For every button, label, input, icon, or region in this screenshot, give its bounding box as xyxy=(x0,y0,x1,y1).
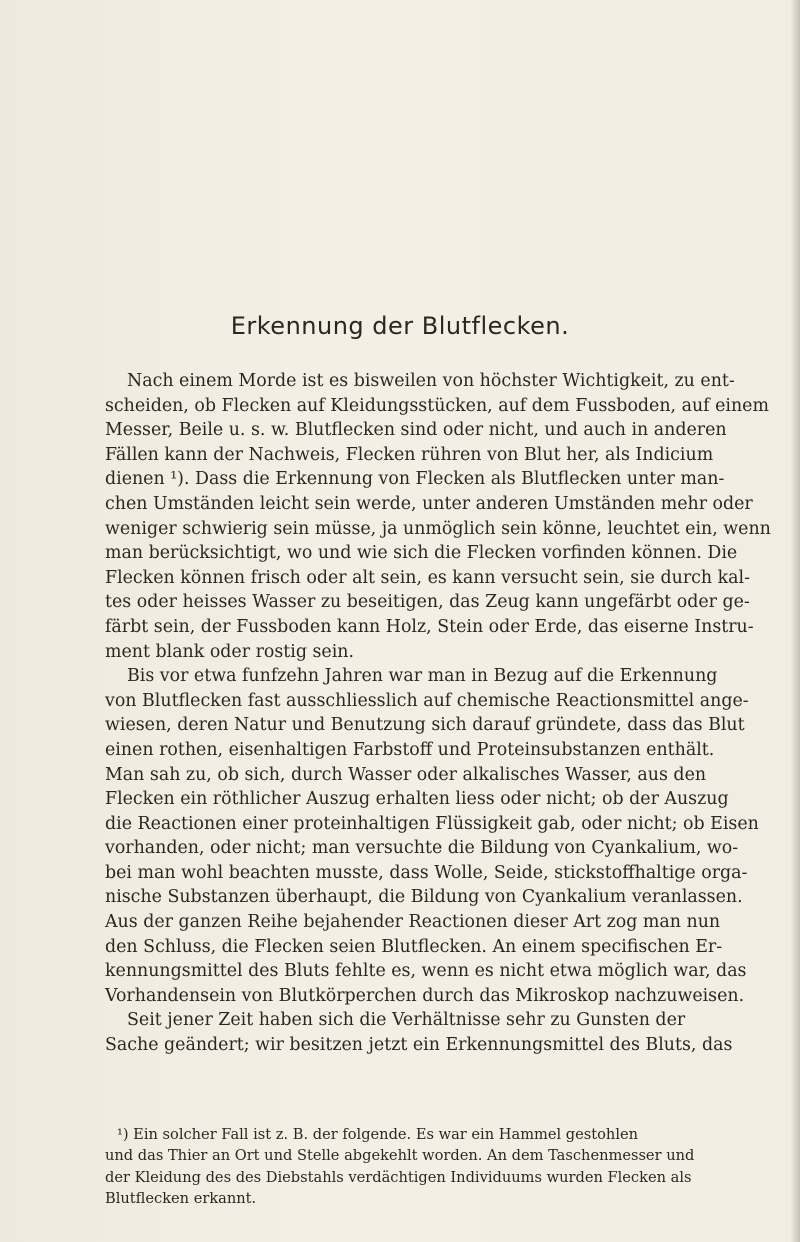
text-line: Nach einem Morde ist es bisweilen von höchster Wichtigkeit, zu ent- xyxy=(127,371,735,391)
text-line: dienen ¹). Dass die Erkennung von Flecken als Blutflecken unter man- xyxy=(105,469,725,490)
chapter-title: Erkennung der Blutflecken. xyxy=(230,312,570,340)
footnote-line: und das Thier an Ort und Stelle abgekehlt worden. An dem Taschenmesser und xyxy=(105,1147,695,1165)
page-edge-shadow xyxy=(790,0,800,1242)
text-line: nische Substanzen überhaupt, die Bildung von Cyankalium veranlassen. xyxy=(105,887,743,908)
text-line: Aus der ganzen Reihe bejahender Reactionen dieser Art zog man nun xyxy=(105,912,721,933)
text-line: weniger schwierig sein müsse, ja unmöglich sein könne, leuchtet ein, wenn xyxy=(105,518,771,539)
text-line: kennungsmittel des Bluts fehlte es, wenn es nicht etwa möglich war, das xyxy=(105,961,747,982)
footnote-line: der Kleidung des des Diebstahls verdächtigen Individuums wurden Flecken als xyxy=(105,1168,692,1186)
text-line: von Blutflecken fast ausschliesslich auf chemische Reactionsmittel ange- xyxy=(105,690,749,711)
text-line: chen Umständen leicht sein werde, unter anderen Umständen mehr oder xyxy=(105,493,753,514)
text-line: Vorhandensein von Blutkörperchen durch das Mikroskop nachzuweisen. xyxy=(105,985,745,1006)
text-line: einen rothen, eisenhaltigen Farbstoff und Proteinsubstanzen enthält. xyxy=(105,739,715,760)
text-line: bei man wohl beachten musste, dass Wolle, Seide, stickstoffhaltige orga- xyxy=(105,862,748,883)
footnote-line: ¹) Ein solcher Fall ist z. B. der folgende. Es war ein Hammel gestohlen xyxy=(117,1126,639,1143)
text-line: Messer, Beile u. s. w. Blutflecken sind oder nicht, und auch in anderen xyxy=(105,420,727,441)
text-line: Man sah zu, ob sich, durch Wasser oder alkalisches Wasser, aus den xyxy=(105,764,707,785)
text-line: ment blank oder rostig sein. xyxy=(105,641,354,662)
footnote xyxy=(105,1124,777,1209)
text-line: man berücksichtigt, wo und wie sich die Flecken vorfinden können. Die xyxy=(105,543,738,564)
text-line: den Schluss, die Flecken seien Blutflecken. An einem specifischen Er- xyxy=(105,936,723,957)
text-line: Flecken können frisch oder alt sein, es kann versucht sein, sie durch kal- xyxy=(105,567,750,588)
text-line: färbt sein, der Fussboden kann Holz, Stein oder Erde, das eiserne Instru- xyxy=(105,616,754,637)
text-line: Fällen kann der Nachweis, Flecken rühren von Blut her, als Indicium xyxy=(105,444,714,465)
text-line: Bis vor etwa funfzehn Jahren war man in Bezug auf die Erkennung xyxy=(127,666,718,687)
body-text xyxy=(105,369,777,1058)
text-line: Flecken ein röthlicher Auszug erhalten liess oder nicht; ob der Auszug xyxy=(105,789,729,810)
footnote-line: Blutflecken erkannt. xyxy=(105,1189,257,1207)
text-line: Seit jener Zeit haben sich die Verhältnisse sehr zu Gunsten der xyxy=(127,1010,686,1031)
text-line: Sache geändert; wir besitzen jetzt ein Erkennungsmittel des Bluts, das xyxy=(105,1035,733,1056)
text-line: die Reactionen einer proteinhaltigen Flüssigkeit gab, oder nicht; ob Eisen xyxy=(105,813,759,834)
text-line: tes oder heisses Wasser zu beseitigen, das Zeug kann ungefärbt oder ge- xyxy=(105,592,750,613)
text-line: vorhanden, oder nicht; man versuchte die Bildung von Cyankalium, wo- xyxy=(105,838,739,859)
text-line: wiesen, deren Natur und Benutzung sich darauf gründete, dass das Blut xyxy=(105,715,745,736)
text-line: scheiden, ob Flecken auf Kleidungsstücken, auf dem Fussboden, auf einem xyxy=(105,395,769,416)
